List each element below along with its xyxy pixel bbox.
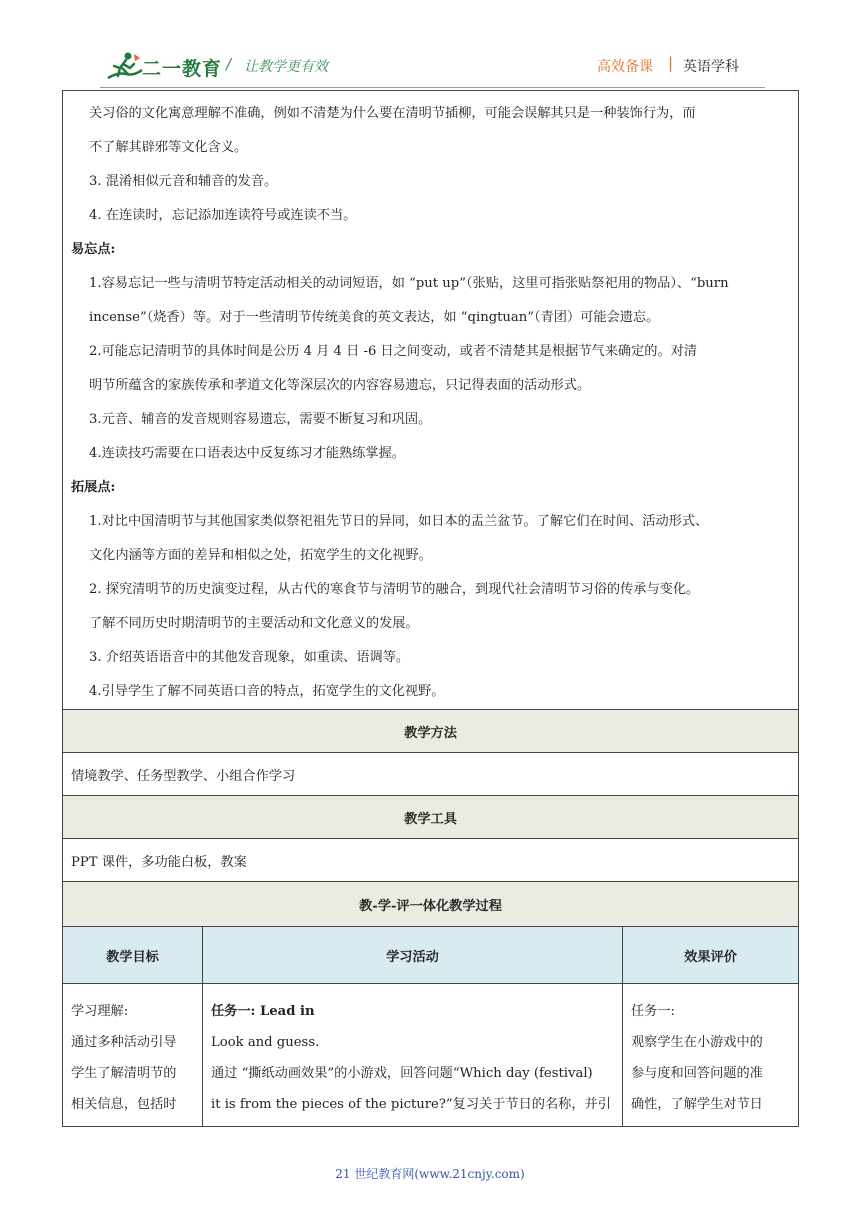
header-slash: / [226, 55, 232, 73]
header-divider [100, 87, 765, 88]
methods-content: 情境教学、任务型教学、小组合作学习 [63, 753, 799, 796]
text-line: 4.连读技巧需要在口语表达中反复练习才能熟练掌握。 [89, 446, 405, 461]
brand-name: 二一教育 [142, 58, 223, 80]
evaluation-line: 任务一: [631, 1004, 676, 1019]
goal-line: 学习理解: [71, 1004, 129, 1019]
activity-line: Look and guess. [211, 1035, 320, 1050]
goal-cell [63, 984, 203, 1127]
process-heading: 教-学-评一体化教学过程 [63, 882, 799, 927]
text-line: 明节所蕴含的家族传承和孝道文化等深层次的内容容易遗忘，只记得表面的活动形式。 [89, 378, 591, 393]
text-line: 3.元音、辅音的发音规则容易遗忘，需要不断复习和巩固。 [89, 412, 432, 427]
text-line: 3. 混淆相似元音和辅音的发音。 [89, 174, 278, 189]
text-line: 了解不同历史时期清明节的主要活动和文化意义的发展。 [89, 616, 419, 631]
text-line: 3. 介绍英语语音中的其他发音现象，如重读、语调等。 [89, 650, 410, 665]
text-line: 2.可能忘记清明节的具体时间是公历 4 月 4 日 -6 日之间变动，或者不清楚其是根据节气来确定的。对清 [89, 344, 698, 359]
page-footer: 21 世纪教育网(www.21cnjy.com) [335, 1167, 525, 1181]
runner-logo-icon [104, 50, 144, 84]
text-line: incense”（烧香）等。对于一些清明节传统美食的英文表达，如 “qingtuan”（青团）可能会遗忘。 [89, 310, 660, 325]
evaluation-line: 参与度和回答问题的准 [631, 1066, 763, 1081]
evaluation-line: 确性，了解学生对节日 [631, 1097, 763, 1112]
evaluation-line: 观察学生在小游戏中的 [631, 1035, 763, 1050]
column-header-activity: 学习活动 [203, 927, 623, 984]
brand-slogan: 让教学更有效 [244, 59, 328, 75]
activity-line: 通过 “撕纸动画效果”的小游戏，回答问题“Which day (festival) [211, 1066, 593, 1081]
text-line: 1.容易忘记一些与清明节特定活动相关的动词短语，如 “put up”（张贴，这里可指张贴祭祀用的物品）、“burn [89, 276, 729, 291]
forget-points-heading: 易忘点: [71, 242, 116, 257]
text-line: 1.对比中国清明节与其他国家类似祭祀祖先节日的异同，如日本的盂兰盆节。了解它们在时间、活动形式、 [89, 514, 709, 529]
text-line: 4.引导学生了解不同英语口音的特点，拓宽学生的文化视野。 [89, 684, 445, 699]
header-label: 高效备课 [597, 59, 653, 75]
header-separator: | [668, 54, 674, 72]
column-header-evaluation: 效果评价 [623, 927, 799, 984]
activity-line: it is from the pieces of the picture?”复习关于节日的名称，并引 [211, 1097, 611, 1112]
text-line: 不了解其辟邪等文化含义。 [89, 140, 248, 155]
difficulty-block [63, 91, 799, 710]
extension-points-heading: 拓展点: [71, 480, 116, 495]
goal-line: 相关信息，包括时 [71, 1097, 177, 1112]
tools-content: PPT 课件，多功能白板，教案 [63, 839, 799, 882]
text-line: 2. 探究清明节的历史演变过程，从古代的寒食节与清明节的融合，到现代社会清明节习俗的传承与变化。 [89, 582, 700, 597]
activity-cell [203, 984, 623, 1127]
tools-heading: 教学工具 [63, 796, 799, 839]
goal-line: 学生了解清明节的 [71, 1066, 177, 1081]
methods-heading: 教学方法 [63, 710, 799, 753]
page-header [100, 44, 800, 90]
subject-label: 英语学科 [683, 59, 739, 75]
evaluation-cell [623, 984, 799, 1127]
text-line: 4. 在连读时，忘记添加连读符号或连读不当。 [89, 208, 357, 223]
text-line: 关习俗的文化寓意理解不准确，例如不清楚为什么要在清明节插柳，可能会误解其只是一种装饰行为，而 [89, 106, 696, 121]
text-line: 文化内涵等方面的差异和相似之处，拓宽学生的文化视野。 [89, 548, 432, 563]
column-header-goal: 教学目标 [63, 927, 203, 984]
goal-line: 通过多种活动引导 [71, 1035, 177, 1050]
lesson-plan-table [62, 90, 799, 1127]
task-title: 任务一: Lead in [211, 1004, 315, 1019]
